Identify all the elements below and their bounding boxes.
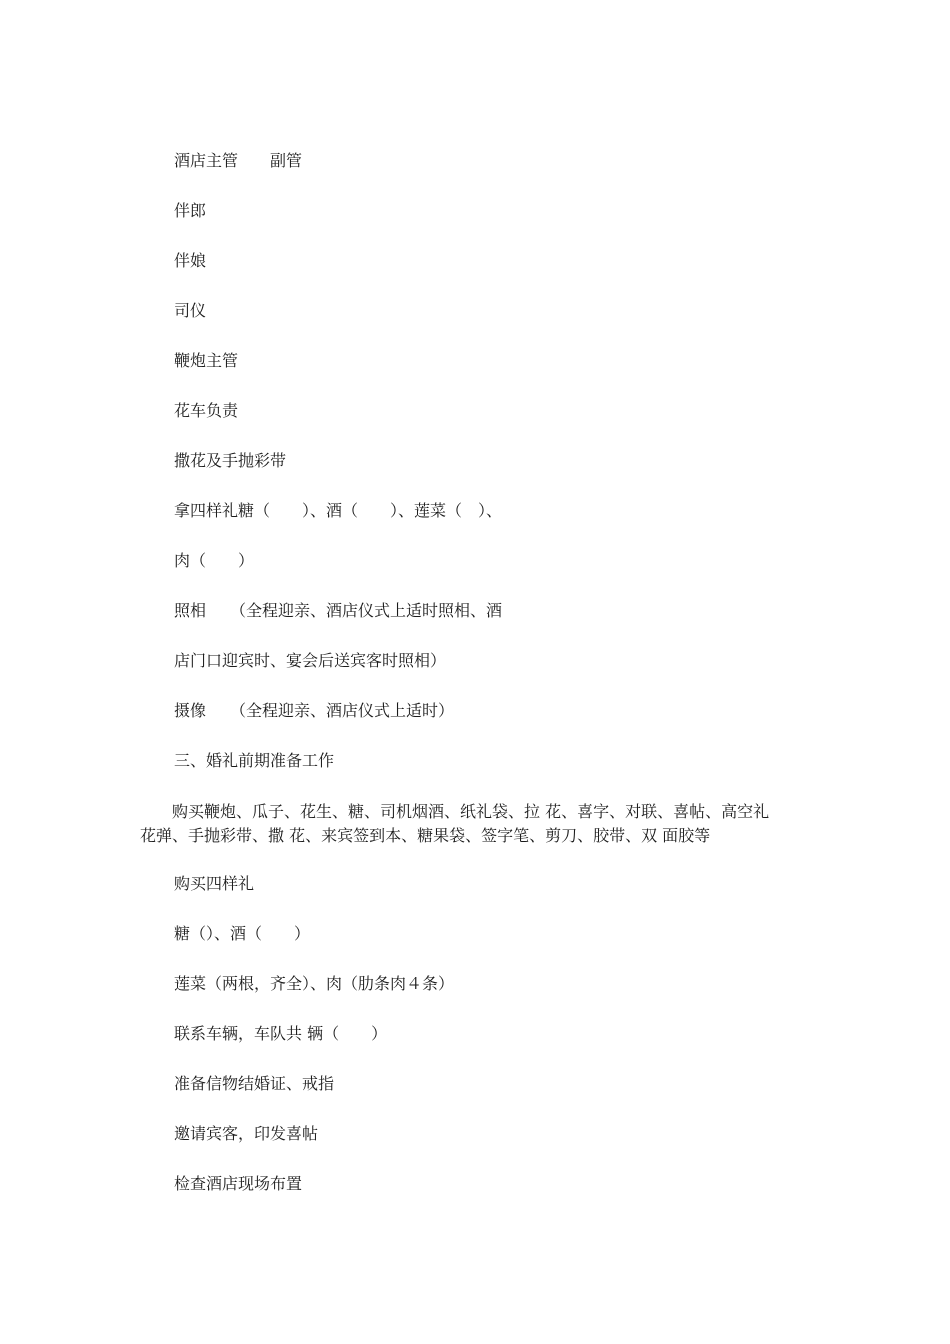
line-18: 邀请宾客，印发喜帖	[174, 1124, 319, 1143]
purchase-paragraph-line-2: 花弹、手抛彩带、撒 花、来宾签到本、糖果袋、签字笔、剪刀、胶带、双 面胶等	[140, 826, 711, 845]
line-5: 鞭炮主管	[174, 351, 239, 370]
line-12: 摄像 （全程迎亲、酒店仪式上适时）	[174, 701, 455, 720]
line-1: 酒店主管 副管	[174, 151, 303, 170]
line-4: 司仪	[174, 301, 207, 320]
line-11: 店门口迎宾时、宴会后送宾客时照相）	[174, 651, 447, 670]
line-2: 伴郎	[174, 201, 207, 220]
line-6: 花车负责	[174, 401, 239, 420]
line-3: 伴娘	[174, 251, 207, 270]
line-14: 糖（）、酒（ ）	[174, 924, 311, 943]
line-17: 准备信物结婚证、戒指	[174, 1074, 335, 1093]
purchase-paragraph-line-1: 购买鞭炮、瓜子、花生、糖、司机烟酒、纸礼袋、拉 花、喜字、对联、喜帖、高空礼	[140, 802, 770, 821]
line-16: 联系车辆，车队共 辆（ ）	[174, 1024, 388, 1043]
line-9: 肉（ ）	[174, 551, 255, 570]
line-7: 撒花及手抛彩带	[174, 451, 287, 470]
line-10: 照相 （全程迎亲、酒店仪式上适时照相、酒	[174, 601, 503, 620]
line-13: 购买四样礼	[174, 874, 255, 893]
section-heading: 三、婚礼前期准备工作	[174, 751, 335, 770]
line-15: 莲菜（两根，齐全）、肉（肋条肉４条）	[174, 974, 455, 993]
line-8: 拿四样礼糖（ ）、酒（ ）、莲菜（ ）、	[174, 501, 503, 520]
line-19: 检查酒店现场布置	[174, 1174, 303, 1193]
